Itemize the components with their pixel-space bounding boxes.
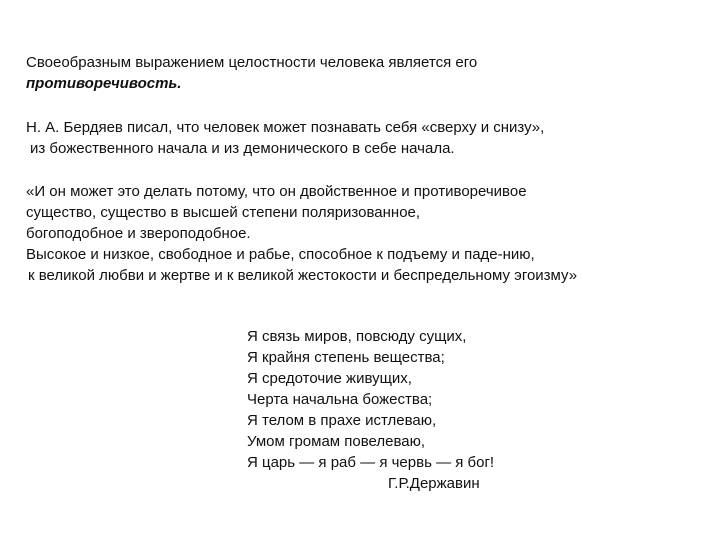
poem-line: Черта начальна божества; [247,391,433,408]
berdyaev-line: из божественного начала и из демонического в себе начала. [30,140,455,157]
berdyaev-paragraph [26,117,706,159]
contradiction-term: противоречивость. [26,75,182,92]
quote-line: Высокое и низкое, свободное и рабье, способное к подъему и паде-нию, [26,246,535,263]
poem-line: Я связь миров, повсюду сущих, [247,328,467,345]
poem-line: Я телом в прахе истлеваю, [247,412,437,429]
derzhavin-poem [247,326,567,494]
berdyaev-line: Н. А. Бердяев писал, что человек может познавать себя «сверху и снизу», [26,119,545,136]
quote-line: существо, существо в высшей степени поляризованное, [26,204,421,221]
berdyaev-quote [26,181,706,286]
poem-line: Я средоточие живущих, [247,370,412,387]
poem-author: Г.Р.Державин [388,475,480,492]
quote-line: к великой любви и жертве и к великой жестокости и беспредельному эгоизму» [28,267,578,284]
quote-line: «И он может это делать потому, что он двойственное и противоречивое [26,183,527,200]
intro-line: Своеобразным выражением целостности человека является его [26,54,478,71]
poem-line: Я царь — я раб — я червь — я бог! [247,454,495,471]
quote-line: богоподобное и звероподобное. [26,225,251,242]
poem-line: Я крайня степень вещества; [247,349,445,366]
intro-paragraph [26,52,706,94]
poem-line: Умом громам повелеваю, [247,433,426,450]
